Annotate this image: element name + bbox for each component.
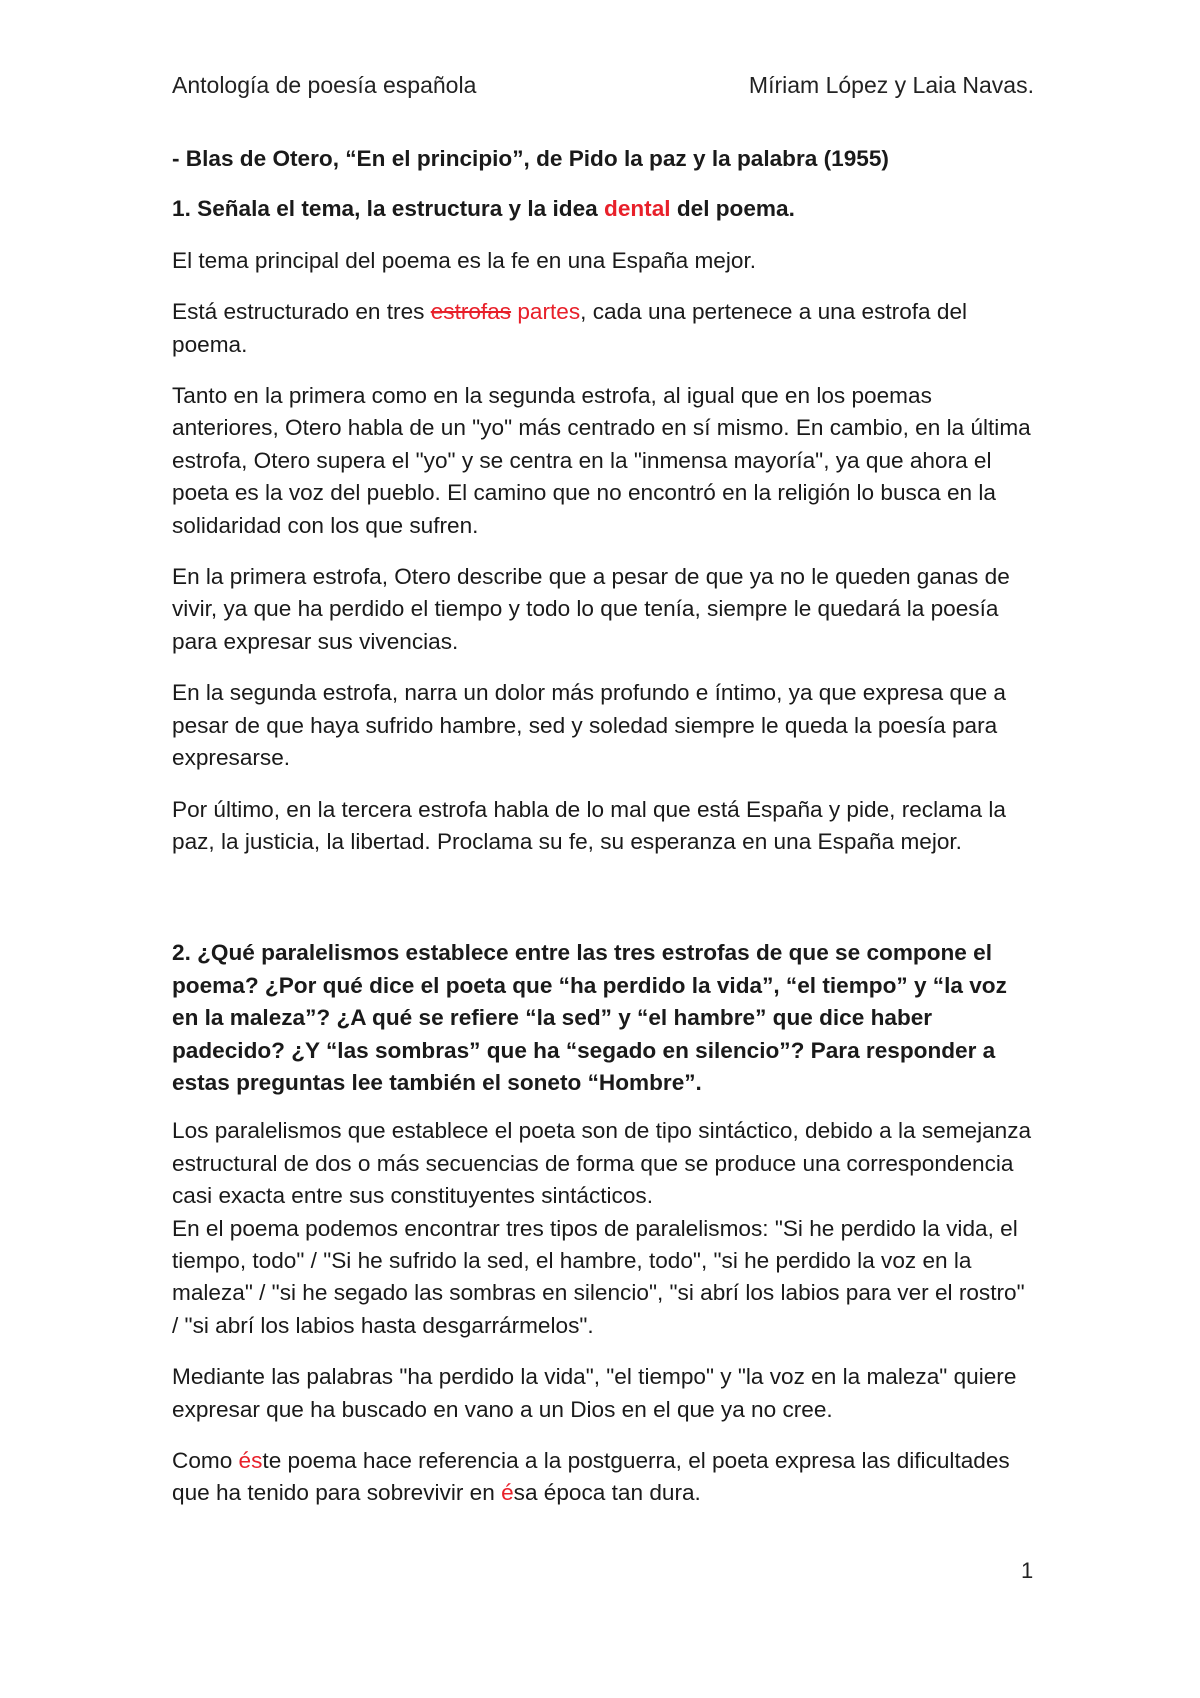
question-1-end: del poema. [670,196,795,222]
postwar-text-1: Como [172,1448,239,1473]
postwar-text-2: te poema hace referencia a la postguerra, el poeta expresa las dificultades que ha tenido para sobrevivir en [172,1448,1010,1506]
paragraph-yo: Tanto en la primera como en la segunda estrofa, al igual que en los poemas anteriores, Otero habla de un "yo" más centrado en sí mismo. En cambio, en la última estrofa, Otero supera el "yo" y se centra en la "inmensa mayoría", ya que ahora el poeta es la voz del pueblo. El camino que no encontró en la religión lo busca en la solidaridad con los que sufren. [172,383,1031,538]
paragraph-parallelisms [172,1115,1034,1342]
header-authors: Míriam López y Laia Navas. [748,72,1034,98]
structure-text: Está estructurado en tres [172,299,431,325]
paragraph-first-stanza: En la primera estrofa, Otero describe que a pesar de que ya no le queden ganas de vivir, ya que ha perdido el tiempo y todo lo que tenía, siempre le quedará la poesía para expresar sus vivencias. [172,564,1010,654]
document-body [172,143,1034,1529]
header-title: Antología de poesía española [172,72,477,98]
paragraph-structure [172,296,1034,361]
correction-este: és [238,1448,263,1473]
question-2-block [172,937,1034,1099]
paragraph-theme: El tema principal del poema es la fe en una España mejor. [172,247,757,273]
postwar-text-3: sa época tan dura. [513,1480,701,1506]
correction-esa: é [501,1480,514,1506]
page-header [172,72,1034,102]
parallelisms-examples: En el poema podemos encontrar tres tipos de paralelismos: "Si he perdido la vida, el tiempo, todo" / "Si he sufrido la sed, el hambre, todo", "si he perdido la voz en la maleza" / "si he segado las sombras en silencio", "si abrí los labios para ver el rostro" / "si abrí los labios hasta desgarrármelos". [172,1215,1025,1338]
page-number: 1 [1021,1558,1034,1583]
correction-dental: dental [604,196,671,222]
structure-text-end: , cada una pertenece a una estrofa del poema. [172,299,968,357]
inserted-word: partes [511,299,581,325]
paragraph-meaning: Mediante las palabras "ha perdido la vida", "el tiempo" y "la voz en la maleza" quiere expresar que ha buscado en vano a un Dios en el que ya no cree. [172,1364,1017,1422]
spacer [172,877,1034,937]
paragraph-third-stanza: Por último, en la tercera estrofa habla de lo mal que está España y pide, reclama la paz, la justicia, la libertad. Proclama su fe, su esperanza en una España mejor. [172,796,1006,854]
paragraph-postwar [172,1445,1034,1510]
question-1-text: 1. Señala el tema, la estructura y la idea [172,196,605,222]
question-2: 2. ¿Qué paralelismos establece entre las tres estrofas de que se compone el poema? ¿Por qué dice el poeta que “ha perdido la vida”, “el tiempo” y “la voz en la maleza”? ¿A qué se refiere “la sed” y “el hambre” que dice haber padecido? ¿Y “las sombras” que ha “segado en silencio”? Para responder a estas preguntas lee también el soneto “Hombre”. [172,940,1007,1095]
struck-word: estrofas [430,299,512,325]
parallelisms-definition: Los paralelismos que establece el poeta son de tipo sintáctico, debido a la semejanza estructural de dos o más secuencias de forma que se produce una correspondencia casi exacta entre sus constituyentes sintácticos. [172,1118,1032,1209]
question-1 [172,193,1034,225]
section-title: - Blas de Otero, “En el principio”, de Pido la paz y la palabra (1955) [172,146,889,171]
paragraph-second-stanza: En la segunda estrofa, narra un dolor más profundo e íntimo, ya que expresa que a pesar de que haya sufrido hambre, sed y soledad siempre le queda la poesía para expresarse. [172,680,1006,771]
